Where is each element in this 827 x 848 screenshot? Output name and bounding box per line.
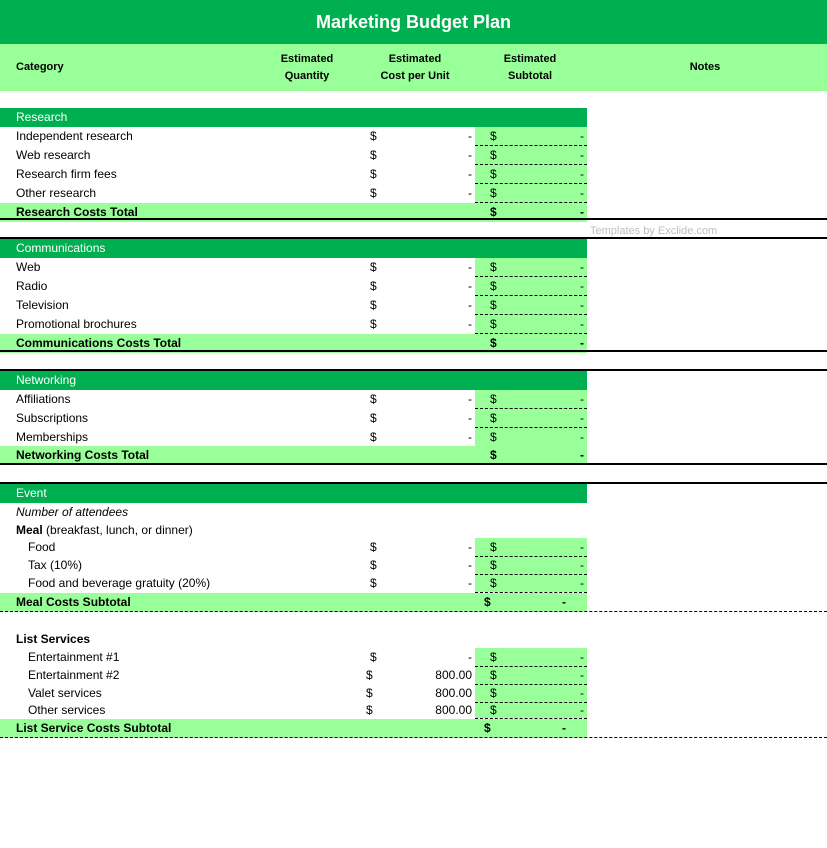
total-row-research: Research Costs Total $ - xyxy=(0,203,587,222)
subtotal-row-meal: Meal Costs Subtotal $ - xyxy=(0,593,587,612)
table-row[interactable]: Television $ - $ - xyxy=(0,296,827,315)
table-row[interactable]: Food and beverage gratuity (20%) $ - $ - xyxy=(0,574,827,593)
attendees-row[interactable] xyxy=(0,503,827,522)
table-row[interactable]: Food $ - $ - xyxy=(0,538,827,557)
row-label: Food xyxy=(28,540,56,554)
subtotal-row-list-services: List Service Costs Subtotal $ - xyxy=(0,719,587,738)
row-label: Affiliations xyxy=(16,392,71,406)
row-label: Entertainment #2 xyxy=(28,668,120,682)
table-row[interactable]: Web $ - $ - xyxy=(0,258,827,277)
row-label: Memberships xyxy=(16,430,89,444)
row-label: Promotional brochures xyxy=(16,317,137,331)
page-title: Marketing Budget Plan xyxy=(0,0,827,44)
total-row-networking: Networking Costs Total $ - xyxy=(0,446,587,465)
section-header-networking: Networking xyxy=(0,371,587,390)
header-category: Category xyxy=(16,61,64,73)
row-label: Radio xyxy=(16,279,48,293)
table-row[interactable]: Other services $ 800.00 $ - xyxy=(0,701,827,720)
table-row[interactable]: Affiliations $ - $ - xyxy=(0,390,827,409)
table-row[interactable]: Valet services $ 800.00 $ - xyxy=(0,684,827,703)
section-header-research: Research xyxy=(0,108,587,127)
row-label: Television xyxy=(16,298,69,312)
row-label: Valet services xyxy=(28,686,102,700)
row-label: Web research xyxy=(16,148,91,162)
table-row[interactable]: Independent research $ - $ - xyxy=(0,127,827,146)
section-header-communications: Communications xyxy=(0,239,587,258)
row-label: Entertainment #1 xyxy=(28,650,120,664)
table-row[interactable]: Memberships $ - $ - xyxy=(0,428,827,447)
table-row[interactable]: Other research $ - $ - xyxy=(0,184,827,203)
row-label: Other research xyxy=(16,186,97,200)
row-label: Research firm fees xyxy=(16,167,117,181)
table-row[interactable]: Radio $ - $ - xyxy=(0,277,827,296)
table-row[interactable]: Web research $ - $ - xyxy=(0,146,827,165)
header-subtotal: Estimated Subtotal xyxy=(503,52,557,82)
table-row[interactable]: Tax (10%) $ - $ - xyxy=(0,556,827,575)
row-label: Number of attendees xyxy=(16,505,129,519)
header-cost-per-unit: Estimated Cost per Unit xyxy=(380,52,450,82)
column-header-row xyxy=(0,44,827,91)
row-label: Web xyxy=(16,260,41,274)
meal-heading-row: Meal (breakfast, lunch, or dinner) xyxy=(16,523,193,537)
row-label: Subscriptions xyxy=(16,411,89,425)
row-label: Other services xyxy=(28,703,106,717)
row-label: Independent research xyxy=(16,129,133,143)
table-row[interactable]: Subscriptions $ - $ - xyxy=(0,409,827,428)
row-label: Tax (10%) xyxy=(28,558,83,572)
section-header-event: Event xyxy=(0,484,587,503)
table-row[interactable]: Entertainment #2 $ 800.00 $ - xyxy=(0,666,827,685)
table-row[interactable]: Promotional brochures $ - $ - xyxy=(0,315,827,334)
header-quantity: Estimated Quantity xyxy=(280,52,334,82)
header-notes: Notes xyxy=(689,61,721,73)
table-row[interactable]: Research firm fees $ - $ - xyxy=(0,165,827,184)
table-row[interactable]: Entertainment #1 $ - $ - xyxy=(0,648,827,667)
list-services-heading: List Services xyxy=(16,632,91,646)
total-row-communications: Communications Costs Total $ - xyxy=(0,334,587,353)
watermark: Templates by Exclide.com xyxy=(590,225,718,237)
row-label: Food and beverage gratuity (20%) xyxy=(28,576,211,590)
